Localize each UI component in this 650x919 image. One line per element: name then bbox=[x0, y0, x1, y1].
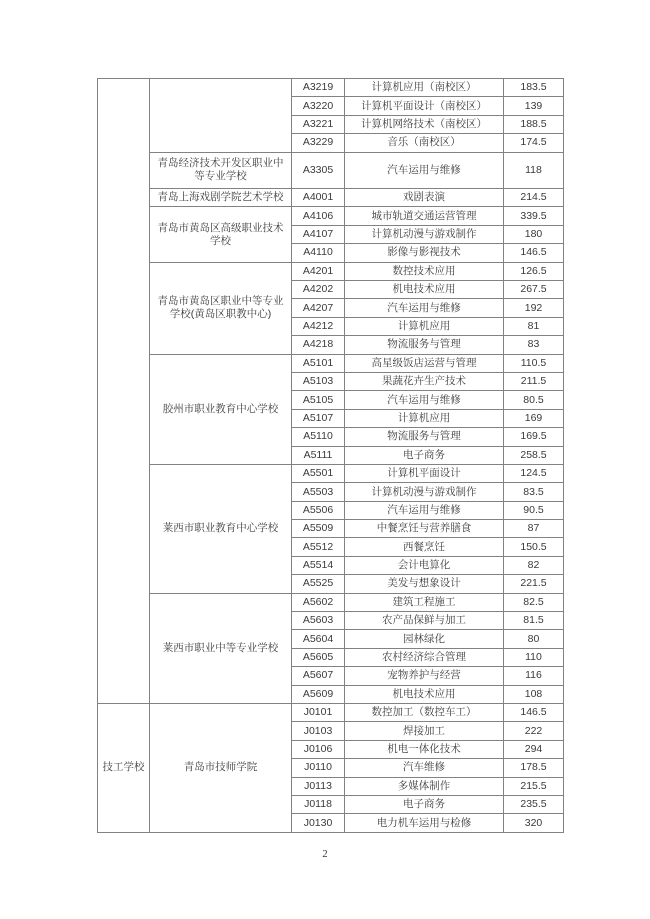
school-cell: 青岛经济技术开发区职业中等专业学校 bbox=[150, 152, 292, 189]
code-cell: A4202 bbox=[292, 281, 345, 299]
code-cell: A5525 bbox=[292, 575, 345, 593]
score-cell: 180 bbox=[504, 225, 564, 243]
score-cell: 118 bbox=[504, 152, 564, 189]
table-row bbox=[98, 593, 564, 611]
score-cell: 211.5 bbox=[504, 372, 564, 390]
code-cell: A4212 bbox=[292, 317, 345, 335]
major-cell: 计算机动漫与游戏制作 bbox=[345, 225, 504, 243]
code-cell: A5509 bbox=[292, 520, 345, 538]
score-cell: 124.5 bbox=[504, 464, 564, 482]
score-cell: 146.5 bbox=[504, 704, 564, 722]
school-cell: 莱西市职业中等专业学校 bbox=[150, 593, 292, 703]
major-cell: 美发与想象设计 bbox=[345, 575, 504, 593]
table-row bbox=[98, 262, 564, 280]
score-cell: 139 bbox=[504, 97, 564, 115]
score-cell: 320 bbox=[504, 814, 564, 832]
score-cell: 169.5 bbox=[504, 428, 564, 446]
school-cell: 青岛上海戏剧学院艺术学校 bbox=[150, 189, 292, 207]
major-cell: 计算机网络技术（南校区） bbox=[345, 115, 504, 133]
major-cell: 汽车运用与维修 bbox=[345, 501, 504, 519]
major-cell: 电子商务 bbox=[345, 446, 504, 464]
school-cell: 胶州市职业教育中心学校 bbox=[150, 354, 292, 464]
table-row bbox=[98, 704, 564, 722]
code-cell: J0106 bbox=[292, 740, 345, 758]
code-cell: A5105 bbox=[292, 391, 345, 409]
code-cell: A3305 bbox=[292, 152, 345, 189]
code-cell: A5501 bbox=[292, 464, 345, 482]
code-cell: J0130 bbox=[292, 814, 345, 832]
score-cell: 215.5 bbox=[504, 777, 564, 795]
score-cell: 90.5 bbox=[504, 501, 564, 519]
code-cell: A5607 bbox=[292, 667, 345, 685]
school-cell: 青岛市技师学院 bbox=[150, 704, 292, 833]
major-cell: 会计电算化 bbox=[345, 556, 504, 574]
code-cell: J0101 bbox=[292, 704, 345, 722]
major-cell: 中餐烹饪与营养膳食 bbox=[345, 520, 504, 538]
score-cell: 235.5 bbox=[504, 795, 564, 813]
major-cell: 电力机车运用与检修 bbox=[345, 814, 504, 832]
major-cell: 汽车运用与维修 bbox=[345, 299, 504, 317]
scores-table bbox=[97, 78, 564, 833]
table-row bbox=[98, 152, 564, 189]
major-cell: 园林绿化 bbox=[345, 630, 504, 648]
major-cell: 汽车维修 bbox=[345, 759, 504, 777]
code-cell: J0103 bbox=[292, 722, 345, 740]
code-cell: A4110 bbox=[292, 244, 345, 262]
major-cell: 物流服务与管理 bbox=[345, 428, 504, 446]
code-cell: A5603 bbox=[292, 612, 345, 630]
score-cell: 339.5 bbox=[504, 207, 564, 225]
major-cell: 西餐烹饪 bbox=[345, 538, 504, 556]
score-cell: 110 bbox=[504, 648, 564, 666]
table-row bbox=[98, 354, 564, 372]
major-cell: 计算机平面设计 bbox=[345, 464, 504, 482]
score-cell: 221.5 bbox=[504, 575, 564, 593]
code-cell: A5514 bbox=[292, 556, 345, 574]
code-cell: A4001 bbox=[292, 189, 345, 207]
page-number: 2 bbox=[322, 849, 328, 860]
major-cell: 农产品保鲜与加工 bbox=[345, 612, 504, 630]
major-cell: 汽车运用与维修 bbox=[345, 152, 504, 189]
code-cell: A3219 bbox=[292, 79, 345, 97]
score-cell: 183.5 bbox=[504, 79, 564, 97]
major-cell: 果蔬花卉生产技术 bbox=[345, 372, 504, 390]
school-cell: 青岛市黄岛区职业中等专业学校(黄岛区职教中心) bbox=[150, 262, 292, 354]
code-cell: A5604 bbox=[292, 630, 345, 648]
code-cell: J0113 bbox=[292, 777, 345, 795]
major-cell: 数控技术应用 bbox=[345, 262, 504, 280]
score-cell: 258.5 bbox=[504, 446, 564, 464]
major-cell: 计算机应用 bbox=[345, 409, 504, 427]
major-cell: 戏剧表演 bbox=[345, 189, 504, 207]
major-cell: 计算机应用（南校区） bbox=[345, 79, 504, 97]
major-cell: 城市轨道交通运营管理 bbox=[345, 207, 504, 225]
score-cell: 80 bbox=[504, 630, 564, 648]
category-cell: 技工学校 bbox=[98, 704, 150, 833]
school-cell: 青岛市黄岛区高级职业技术学校 bbox=[150, 207, 292, 262]
score-cell: 110.5 bbox=[504, 354, 564, 372]
table-row bbox=[98, 79, 564, 97]
major-cell: 机电技术应用 bbox=[345, 685, 504, 703]
score-cell: 87 bbox=[504, 520, 564, 538]
score-cell: 108 bbox=[504, 685, 564, 703]
school-cell: 莱西市职业教育中心学校 bbox=[150, 464, 292, 593]
score-cell: 82.5 bbox=[504, 593, 564, 611]
code-cell: A4106 bbox=[292, 207, 345, 225]
code-cell: A5512 bbox=[292, 538, 345, 556]
score-cell: 116 bbox=[504, 667, 564, 685]
score-cell: 267.5 bbox=[504, 281, 564, 299]
major-cell: 计算机动漫与游戏制作 bbox=[345, 483, 504, 501]
code-cell: A5111 bbox=[292, 446, 345, 464]
code-cell: A5602 bbox=[292, 593, 345, 611]
score-cell: 169 bbox=[504, 409, 564, 427]
code-cell: A5110 bbox=[292, 428, 345, 446]
category-cell bbox=[98, 79, 150, 704]
code-cell: A5103 bbox=[292, 372, 345, 390]
code-cell: A5101 bbox=[292, 354, 345, 372]
score-cell: 81.5 bbox=[504, 612, 564, 630]
major-cell: 物流服务与管理 bbox=[345, 336, 504, 354]
table-row bbox=[98, 464, 564, 482]
major-cell: 机电一体化技术 bbox=[345, 740, 504, 758]
major-cell: 机电技术应用 bbox=[345, 281, 504, 299]
score-cell: 82 bbox=[504, 556, 564, 574]
score-cell: 81 bbox=[504, 317, 564, 335]
code-cell: A5506 bbox=[292, 501, 345, 519]
score-cell: 294 bbox=[504, 740, 564, 758]
code-cell: A4218 bbox=[292, 336, 345, 354]
code-cell: A5605 bbox=[292, 648, 345, 666]
code-cell: J0110 bbox=[292, 759, 345, 777]
major-cell: 焊接加工 bbox=[345, 722, 504, 740]
code-cell: A3220 bbox=[292, 97, 345, 115]
code-cell: A3229 bbox=[292, 134, 345, 152]
major-cell: 高星级饭店运营与管理 bbox=[345, 354, 504, 372]
score-cell: 146.5 bbox=[504, 244, 564, 262]
school-cell bbox=[150, 79, 292, 153]
score-cell: 188.5 bbox=[504, 115, 564, 133]
score-cell: 222 bbox=[504, 722, 564, 740]
score-cell: 174.5 bbox=[504, 134, 564, 152]
code-cell: A4107 bbox=[292, 225, 345, 243]
major-cell: 电子商务 bbox=[345, 795, 504, 813]
code-cell: A4201 bbox=[292, 262, 345, 280]
major-cell: 宠物养护与经营 bbox=[345, 667, 504, 685]
code-cell: A5503 bbox=[292, 483, 345, 501]
major-cell: 数控加工（数控车工） bbox=[345, 704, 504, 722]
score-cell: 126.5 bbox=[504, 262, 564, 280]
code-cell: A4207 bbox=[292, 299, 345, 317]
major-cell: 农村经济综合管理 bbox=[345, 648, 504, 666]
major-cell: 汽车运用与维修 bbox=[345, 391, 504, 409]
code-cell: J0118 bbox=[292, 795, 345, 813]
score-cell: 80.5 bbox=[504, 391, 564, 409]
major-cell: 影像与影视技术 bbox=[345, 244, 504, 262]
major-cell: 计算机平面设计（南校区） bbox=[345, 97, 504, 115]
code-cell: A5609 bbox=[292, 685, 345, 703]
score-cell: 83.5 bbox=[504, 483, 564, 501]
code-cell: A3221 bbox=[292, 115, 345, 133]
score-cell: 214.5 bbox=[504, 189, 564, 207]
major-cell: 音乐（南校区） bbox=[345, 134, 504, 152]
score-cell: 178.5 bbox=[504, 759, 564, 777]
major-cell: 计算机应用 bbox=[345, 317, 504, 335]
score-cell: 150.5 bbox=[504, 538, 564, 556]
score-cell: 83 bbox=[504, 336, 564, 354]
major-cell: 多媒体制作 bbox=[345, 777, 504, 795]
table-row bbox=[98, 207, 564, 225]
major-cell: 建筑工程施工 bbox=[345, 593, 504, 611]
table-row bbox=[98, 189, 564, 207]
code-cell: A5107 bbox=[292, 409, 345, 427]
scores-table-body bbox=[98, 79, 564, 833]
score-cell: 192 bbox=[504, 299, 564, 317]
